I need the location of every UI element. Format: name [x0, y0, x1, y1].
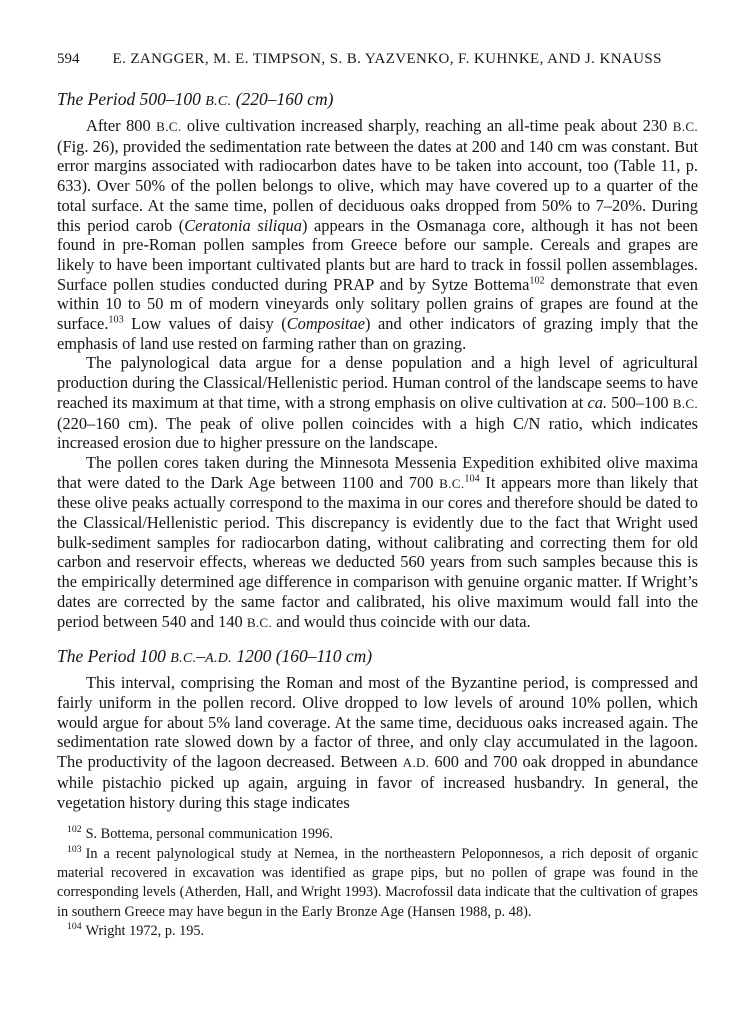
running-head — [57, 50, 698, 68]
footnotes-block — [57, 825, 698, 941]
footnote-text: In a recent palynological study at Nemea, in the northeastern Peloponnesos, a rich deposit of organic material recovered in excavation was identified as grape pips, but no pollen of grape was found in the corresponding levels (Atherden, Hall, and Wright 1993). Macrofossil data indicate that the cultivation of grapes in southern Greece may have begun in the Early Bronze Age (Hansen 1988, p. 48). — [57, 845, 698, 920]
section-heading-period-500-100: The Period 500–100 B.C. (220–160 cm) — [57, 89, 334, 109]
page-number: 594 — [57, 51, 80, 67]
footnote — [57, 845, 698, 923]
footnote-number: 103 — [67, 843, 82, 855]
footnote-text: S. Bottema, personal communication 1996. — [85, 826, 333, 843]
footnote-text: Wright 1972, p. 195. — [85, 923, 205, 940]
body-paragraph: After 800 B.C. olive cultivation increased sharply, reaching an all-time peak about 230 B.C. (Fig. 26), provided the sedimentation rate between the dates at 200 and 140 cm was constant. But error margins associated with radiocarbon dates have to be taken into account, too (Table 11, p. 633). Over 50% of the pollen belongs to olive, which may have covered up to a quarter of the total surface. At the same time, pollen of deciduous oaks dropped from 50% to 7–20%. During this period carob (Ceratonia siliqua) appears in the Osmanaga core, although it has not been found in pre-Roman pollen samples from Greece before our sample. Cereals and grapes are likely to have been important cultivated plants but are hard to track in fossil pollen assemblages. Surface pollen studies conducted during PRAP and by Sytze Bottema$^{102}$ demonstrate that even within 10 to 50 m of modern vineyards only solitary pollen grains of grapes are found at the surface.$^{103}$ Low values of daisy (Compositae) and other indicators of grazing imply that the emphasis of land use rested on farming rather than on grazing. — [57, 116, 698, 353]
footnote-number: 104 — [67, 921, 82, 933]
footnote — [57, 922, 698, 941]
footnote-number: 102 — [67, 824, 82, 836]
body-paragraph: The palynological data argue for a dense population and a high level of agricultural production during the Classical/Hellenistic period. Human control of the landscape seems to have reached its maximum at that time, with a strong emphasis on olive cultivation at ca. 500–100 B.C. (220–160 cm). The peak of olive pollen coincides with a high C/N ratio, which indicates increased erosion due to higher pressure on the landscape. — [57, 353, 699, 453]
section-heading-period-100bc-ad1200: The Period 100 B.C.–A.D. 1200 (160–110 cm) — [57, 646, 373, 667]
text-block — [57, 50, 698, 942]
footnote — [57, 825, 698, 844]
body-paragraph: This interval, comprising the Roman and most of the Byzantine period, is compressed and fairly uniform in the pollen record. Olive dropped to low levels of around 10% pollen, which would argue for about 5% land coverage. At the same time, deciduous oaks increased again. The sedimentation rate slowed down by a factor of three, and only clay accumulated in the lagoon. The productivity of the lagoon decreased. Between A.D. 600 and 700 oak dropped in abundance while pistachio picked up again, arguing in favor of increased husbandry. In general, the vegetation history during this stage indicates — [57, 673, 698, 812]
body-paragraph: The pollen cores taken during the Minnesota Messenia Expedition exhibited olive maxima that were dated to the Dark Age between 1100 and 700 B.C.$^{104}$ It appears more than likely that these olive peaks actually correspond to the maxima in our cores and therefore should be dated to the Classical/Hellenistic period. This discrepancy is evidently due to the fact that Wright used bulk-sediment samples for radiocarbon dating, without calibrating and correcting them for old carbon and reservoir effects, whereas we deducted 560 years from such samples because this is the empirically determined age difference in comparison with genuine organic matter. If Wright’s dates are corrected by the same factor and calibrated, his olive maximum would fall into the period between 540 and 140 B.C. and would thus coincide with our data. — [57, 452, 699, 631]
running-head-authors: E. ZANGGER, M. E. TIMPSON, S. B. YAZVENKO, F. KUHNKE, AND J. KNAUSS — [112, 51, 662, 67]
